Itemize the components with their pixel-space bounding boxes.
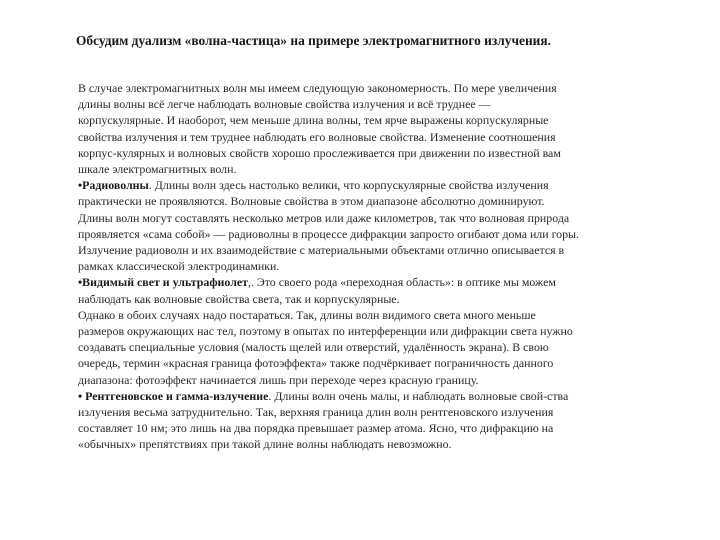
text-line [78, 291, 686, 307]
body-text-run: составляет 10 нм; это лишь на два порядка превышает размер атома. Ясно, что дифракцию на [78, 421, 554, 436]
text-line [78, 226, 686, 242]
body-text-run: . Длины волн здесь настолько велики, что корпускулярные свойства излучения [148, 178, 549, 193]
body-text-run: наблюдать как волновые свойства света, так и корпускулярные. [78, 291, 400, 306]
body-text-run: излучения весьма затруднительно. Так, верхняя граница длин волн рентгеновского излучения [78, 405, 554, 420]
text-line [78, 323, 686, 339]
body-text-run: корпус-кулярных и волновых свойств хорошо прослеживается при движении по известной вам [78, 145, 561, 160]
text-line [78, 145, 686, 161]
body-text-run: очередь, термин «красная граница фотоэффекта» также подчёркивает пограничность данного [78, 356, 554, 371]
body-text-run: Излучение радиоволн и их взаимодействие с материальными объектами отлично описывается в [78, 243, 565, 258]
text-line [78, 96, 686, 112]
body-text [78, 80, 686, 453]
body-text-run: свойства излучения и тем труднее наблюдать его волновые свойства. Изменение соотношения [78, 129, 556, 144]
text-line [78, 420, 686, 436]
body-text-run: практически не проявляются. Волновые свойства в этом диапазоне абсолютно доминируют. [78, 194, 545, 209]
text-line [78, 112, 686, 128]
body-text-run: создавать специальные условия (малость щелей или отверстий, удалённость экрана). В свою [78, 340, 549, 355]
text-line [78, 436, 686, 452]
text-line [78, 355, 686, 371]
text-line [78, 404, 686, 420]
body-text-run: корпускулярные. И наоборот, чем меньше длина волны, тем ярче выражены корпускулярные [78, 113, 549, 128]
body-text-run: ,. Это своего рода «переходная область»: в оптике мы можем [248, 275, 556, 290]
bold-heading-text: •Радиоволны [78, 178, 149, 193]
body-text-run: В случае электромагнитных волн мы имеем следующую закономерность. По мере увеличения [78, 81, 557, 95]
body-text-run: рамках классической электродинамики. [78, 259, 280, 274]
bold-heading-text: • Рентгеновское и гамма-излучение [78, 388, 269, 403]
text-line [78, 372, 686, 388]
body-text-run: шкале электромагнитных волн. [78, 162, 237, 177]
text-line [78, 307, 686, 323]
text-line [78, 80, 686, 96]
text-line [78, 161, 686, 177]
text-line [78, 242, 686, 258]
body-text-run: диапазона: фотоэффект начинается лишь при переходе через красную границу. [78, 372, 479, 387]
body-text-run: «обычных» препятствиях при такой длине волны наблюдать невозможно. [78, 437, 452, 452]
body-text-run: размеров окружающих нас тел, поэтому в опытах по интерференции или дифракции света нужно [78, 324, 573, 339]
body-text-run: Длины волн могут составлять несколько метров или даже километров, так что волновая природа [78, 210, 570, 225]
body-text-run: проявляется «сама собой» — радиоволны в процессе дифракции запросто огибают дома или горы. [78, 226, 580, 241]
body-text-run: Однако в обоих случаях надо постараться. Так, длины волн видимого света много меньше [78, 307, 536, 322]
text-line [78, 388, 686, 404]
text-line [78, 258, 686, 274]
bold-heading-text: •Видимый свет и ультрафиолет [78, 275, 248, 290]
text-line [78, 339, 686, 355]
text-line [78, 177, 686, 193]
text-line [78, 129, 686, 145]
body-text-run: длины волны всё легче наблюдать волновые свойства излучения и всё труднее — [78, 97, 491, 112]
text-line [78, 210, 686, 226]
body-text-run: . Длины волн очень малы, и наблюдать волновые свой-ства [268, 388, 569, 403]
page-title: Обсудим дуализм «волна-частица» на примере электромагнитного излучения. [76, 33, 551, 48]
text-line [78, 193, 686, 209]
text-line [78, 274, 686, 290]
